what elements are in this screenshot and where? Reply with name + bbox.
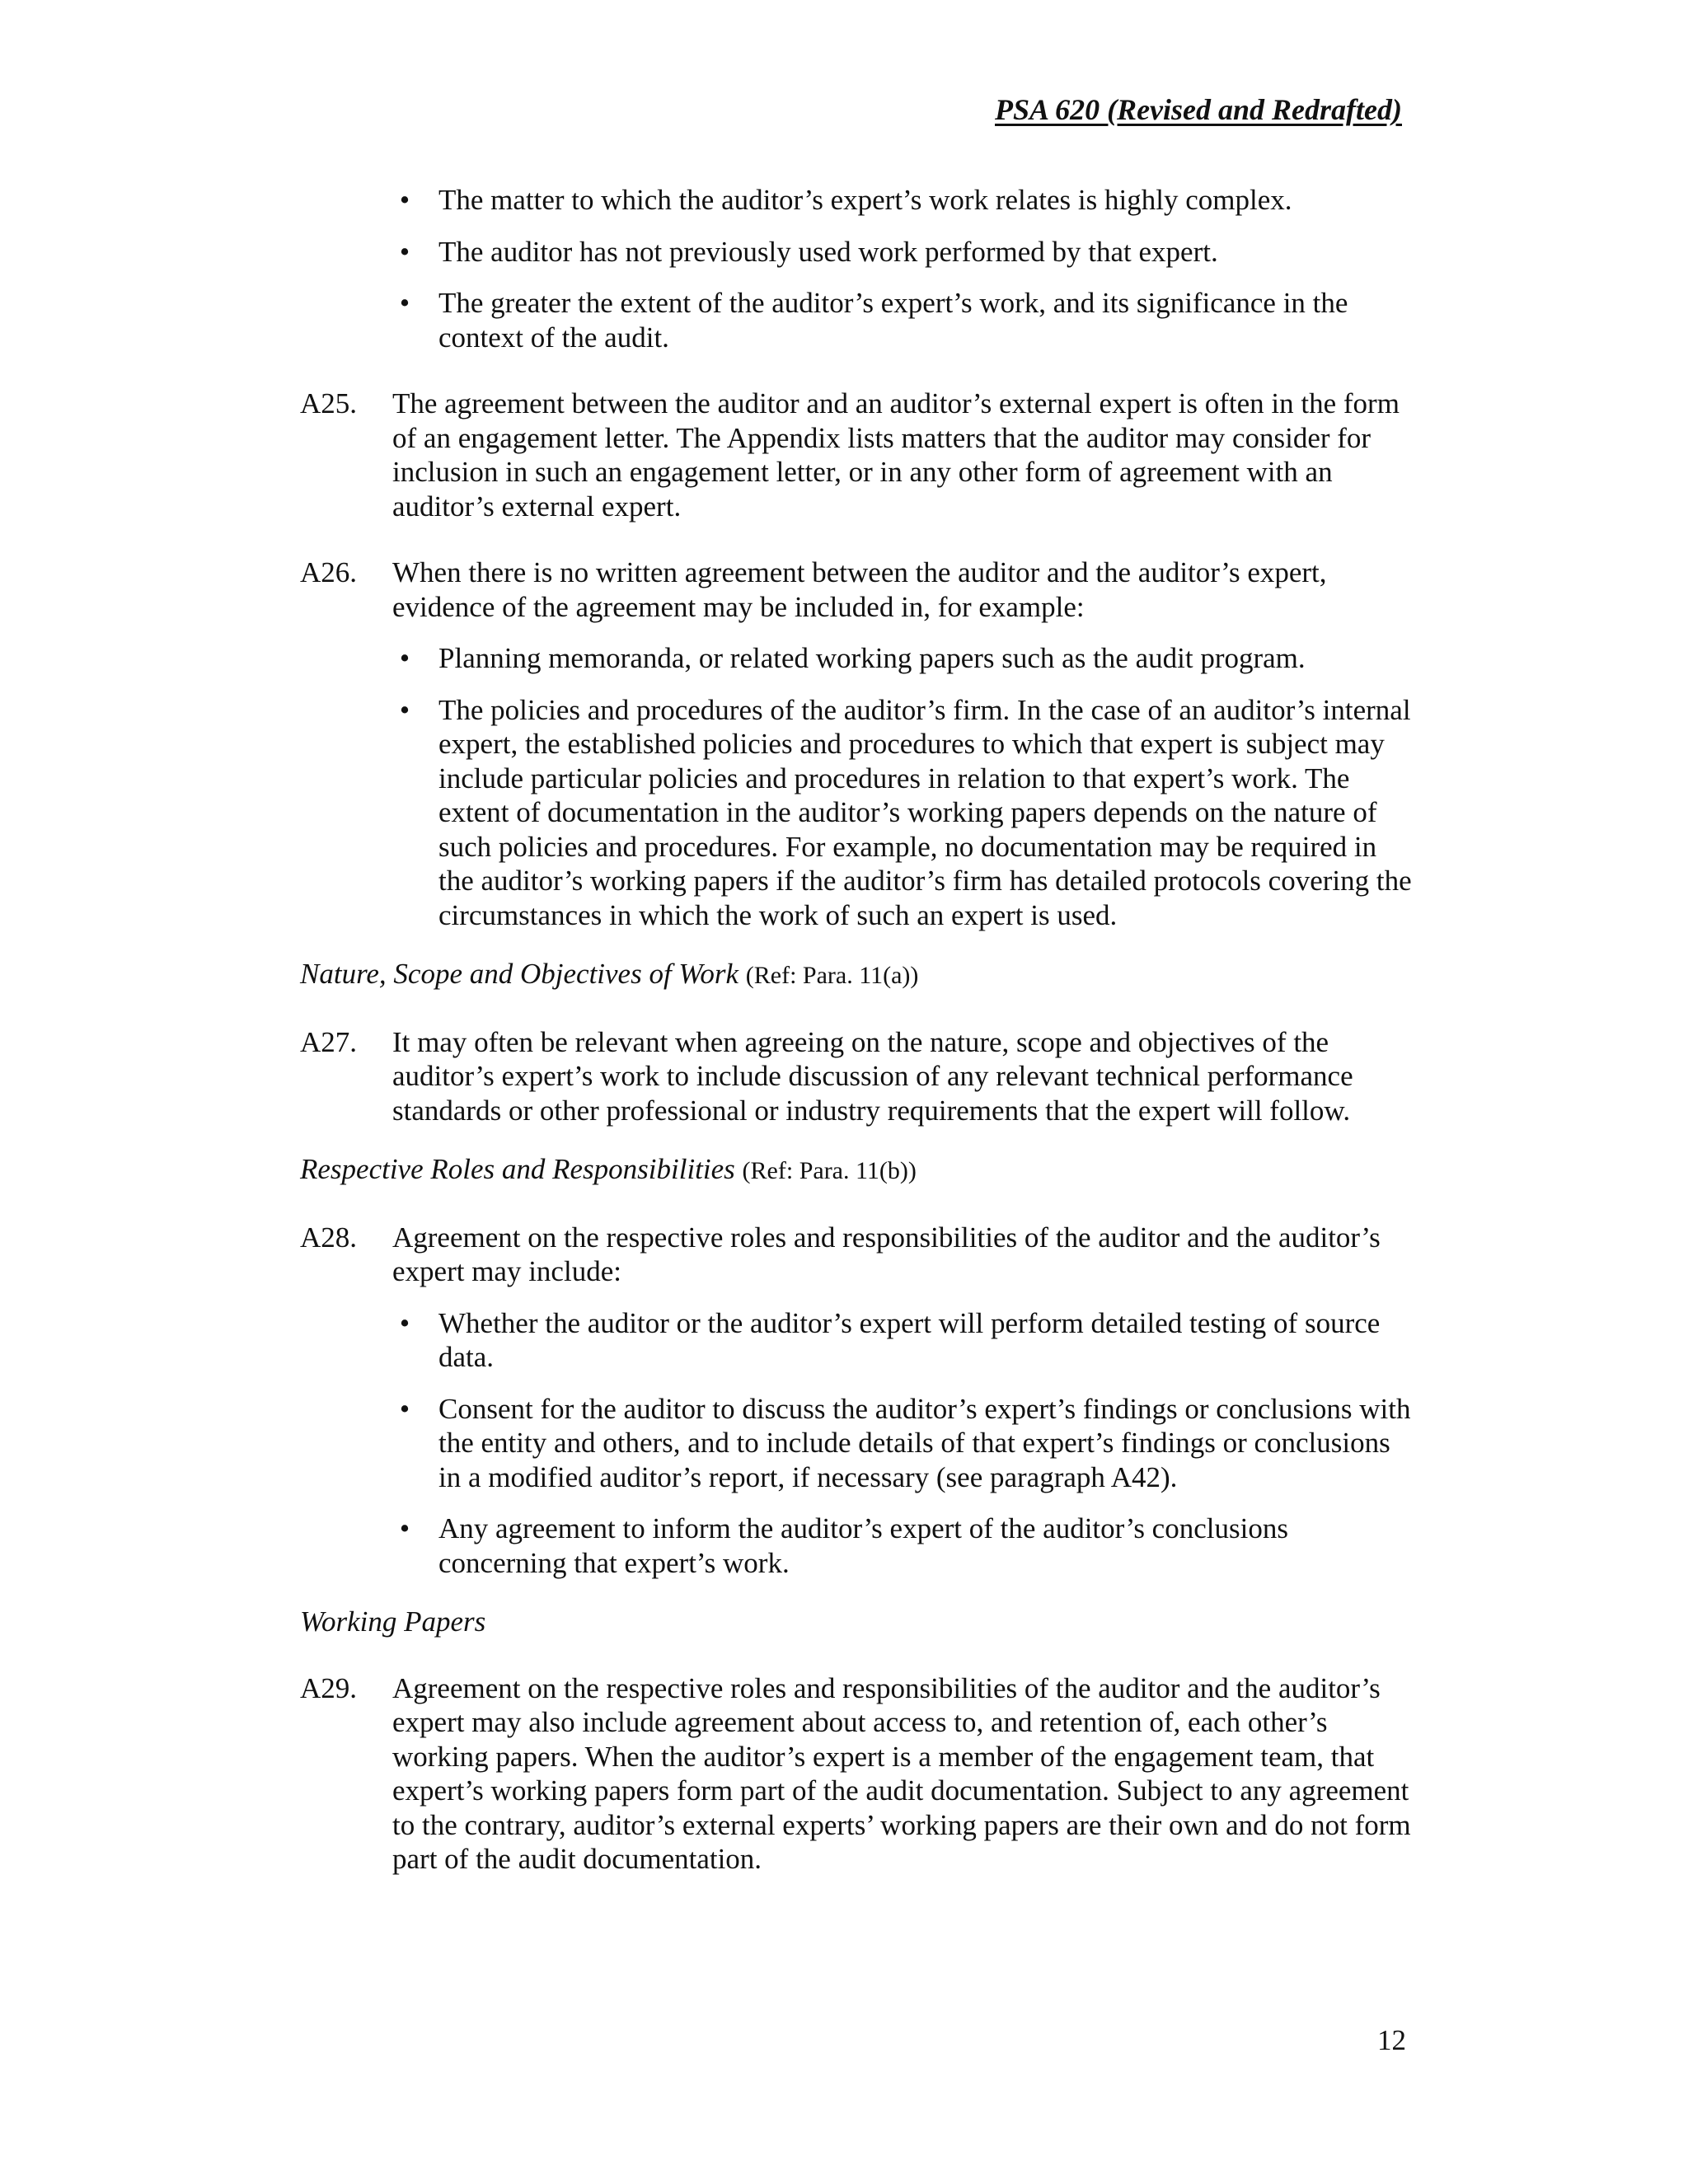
- paragraph-number: A29.: [300, 1671, 358, 1704]
- paragraph-text: When there is no written agreement between the auditor and the auditor’s expert, evidence of the agreement may be included in, for example:: [392, 556, 1327, 623]
- paragraph-number: A28.: [300, 1221, 358, 1254]
- list-item: [300, 1306, 1413, 1375]
- paragraph-number: A26.: [300, 556, 358, 588]
- bullet-icon: •: [399, 1392, 410, 1425]
- page-number: 12: [1377, 2024, 1406, 2056]
- paragraph-number: A25.: [300, 387, 358, 419]
- list-item: [300, 1392, 1413, 1495]
- paragraph-a26: [300, 555, 1413, 624]
- bullet-icon: •: [399, 642, 410, 674]
- paragraph-text: Agreement on the respective roles and responsibilities of the auditor and the auditor’s expert may include:: [392, 1221, 1381, 1287]
- bullet-icon: •: [399, 1512, 410, 1544]
- list-item: [300, 641, 1413, 676]
- list-item: [300, 286, 1413, 354]
- paragraph-text: The agreement between the auditor and an auditor’s external expert is often in the form of an engagement letter. The Appendix lists matters that the auditor may consider for inclusion in such an engagement letter, or in any other form of agreement with an auditor’s external expert.: [392, 387, 1400, 523]
- list-item: [300, 1511, 1413, 1580]
- section-heading-title: Working Papers: [300, 1605, 486, 1638]
- list-item: [300, 693, 1413, 933]
- section-heading-working-papers: [300, 1605, 1413, 1639]
- bullet-text: Planning memoranda, or related working papers such as the audit program.: [438, 642, 1306, 674]
- bullet-icon: •: [399, 287, 410, 319]
- bullet-icon: •: [399, 235, 410, 268]
- list-item: [300, 235, 1413, 269]
- page-header-title: PSA 620 (Revised and Redrafted): [995, 93, 1402, 126]
- bullet-icon: •: [399, 1306, 410, 1339]
- paragraph-text: It may often be relevant when agreeing on the nature, scope and objectives of the auditor’s expert’s work to include discussion of any relevant technical performance standards or other professional or industry requirements that the expert will follow.: [392, 1025, 1353, 1127]
- bullet-text: The policies and procedures of the auditor’s firm. In the case of an auditor’s internal expert, the established policies and procedures to which that expert is subject may include particular policies and procedures in relation to that expert’s work. The extent of documentation in the auditor’s working papers depends on the nature of such policies and procedures. For example, no documentation may be required in the auditor’s working papers if the auditor’s firm has detailed protocols covering the circumstances in which the work of such an expert is used.: [438, 693, 1412, 931]
- section-heading-ref: (Ref: Para. 11(a)): [745, 962, 919, 989]
- bullet-icon: •: [399, 693, 410, 726]
- bullet-text: The auditor has not previously used work performed by that expert.: [438, 235, 1218, 268]
- section-heading-title: Respective Roles and Responsibilities: [300, 1153, 735, 1185]
- section-heading-roles: [300, 1152, 1413, 1188]
- section-heading-title: Nature, Scope and Objectives of Work: [300, 958, 739, 990]
- bullet-text: Any agreement to inform the auditor’s expert of the auditor’s conclusions concerning that expert’s work.: [438, 1512, 1288, 1579]
- paragraph-a25: [300, 387, 1413, 523]
- paragraph-text: Agreement on the respective roles and responsibilities of the auditor and the auditor’s expert may also include agreement about access to, and retention of, each other’s working papers. When the auditor’s expert is a member of the engagement team, that expert’s working papers form part of the audit documentation. Subject to any agreement to the contrary, auditor’s external experts’ working papers are their own and do not form part of the audit documentation.: [392, 1671, 1411, 1875]
- paragraph-a29: [300, 1671, 1413, 1877]
- page-body: [300, 183, 1413, 1894]
- section-heading-ref: (Ref: Para. 11(b)): [742, 1157, 917, 1184]
- paragraph-number: A27.: [300, 1025, 358, 1058]
- section-heading-nature-scope: [300, 957, 1413, 993]
- bullet-text: The matter to which the auditor’s expert’s work relates is highly complex.: [438, 184, 1292, 216]
- paragraph-a28: [300, 1221, 1413, 1289]
- bullet-text: Consent for the auditor to discuss the auditor’s expert’s findings or conclusions with the entity and others, and to include details of that expert’s findings or conclusions in a modified auditor’s report, if necessary (see paragraph A42).: [438, 1392, 1411, 1493]
- bullet-text: Whether the auditor or the auditor’s expert will perform detailed testing of source data.: [438, 1306, 1381, 1373]
- list-item: [300, 183, 1413, 218]
- paragraph-a27: [300, 1025, 1413, 1128]
- bullet-text: The greater the extent of the auditor’s expert’s work, and its significance in the context of the audit.: [438, 287, 1348, 354]
- bullet-icon: •: [399, 184, 410, 216]
